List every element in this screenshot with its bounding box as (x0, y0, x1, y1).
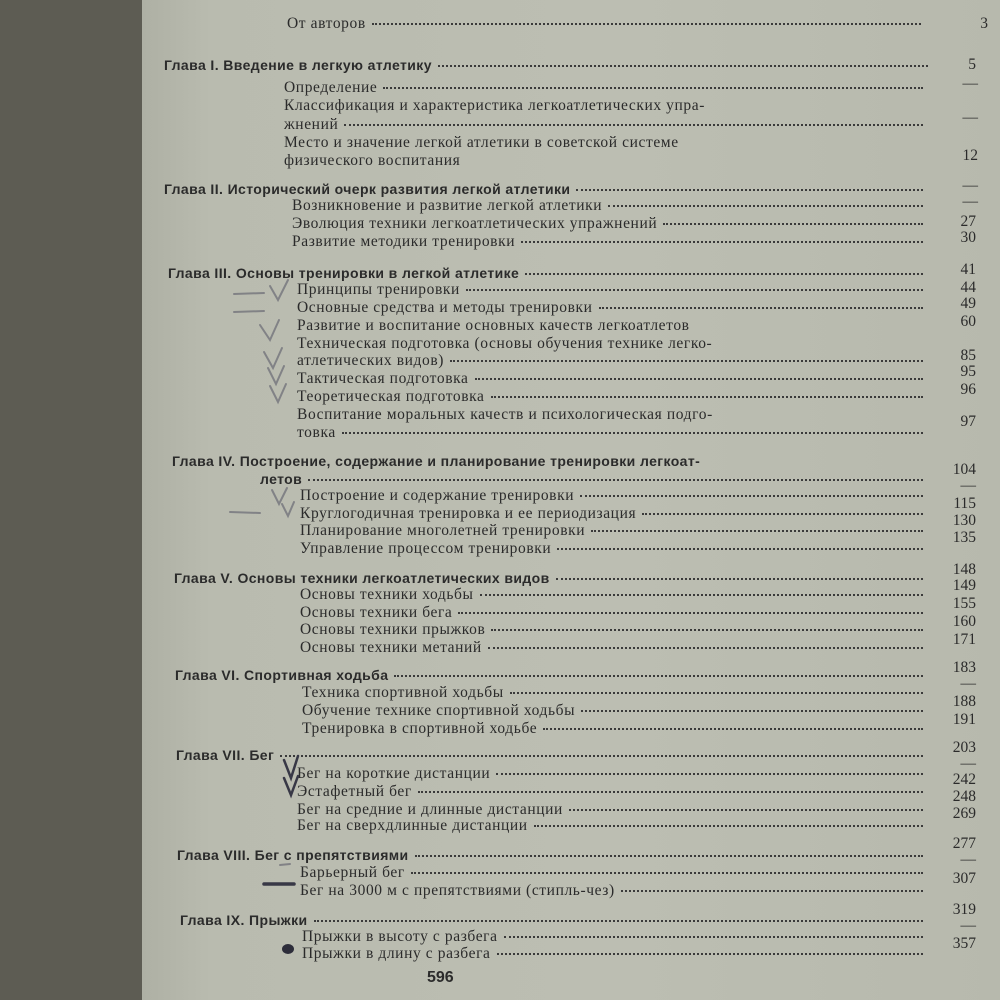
toc-page-number: 149 (952, 577, 976, 594)
toc-entry-label: Классификация и характеристика легкоатлетических упра- (284, 97, 706, 114)
toc-entry-label: Основы техники бега (300, 604, 453, 621)
toc-page-number: 160 (952, 613, 976, 630)
toc-page-number: 130 (952, 512, 976, 529)
toc-page-number: 135 (952, 529, 976, 546)
toc-page-number: 191 (952, 711, 976, 728)
toc-page-number: 357 (952, 935, 976, 952)
toc-page-number: 12 (962, 147, 978, 164)
toc-entry-label: жнений (284, 116, 339, 133)
toc-entry-label: Воспитание моральных качеств и психологическая подго- (297, 406, 713, 423)
checkmark-icon (270, 384, 286, 402)
toc-entry-label: Тренировка в спортивной ходьбе (302, 720, 538, 737)
toc-entry-label: Эволюция техники легкоатлетических упражнений (292, 215, 658, 232)
toc-entry-label: физического воспитания (284, 152, 461, 169)
toc-entry-label: Управление процессом тренировки (300, 540, 552, 557)
toc-entry-label: товка (297, 424, 336, 441)
toc-chapter-title: Глава II. Исторический очерк развития легкой атлетики (164, 181, 571, 197)
toc-page-number: — (960, 917, 976, 934)
toc-page-number: 203 (952, 739, 976, 756)
toc-entry-label: Основы техники прыжков (300, 621, 486, 638)
toc-entry-label: Прыжки в длину с разбега (302, 945, 491, 962)
pencil-dash-mark (230, 512, 260, 513)
toc-page-number: — (960, 675, 976, 692)
toc-entry-label: Принципы тренировки (297, 281, 460, 298)
toc-entry-label: Бег на средние и длинные дистанции (297, 801, 563, 818)
toc-page-number: — (962, 177, 978, 194)
toc-entry-label: Техника спортивной ходьбы (302, 684, 504, 701)
toc-entry-label: Планирование многолетней тренировки (300, 522, 586, 539)
toc-chapter-title: Глава V. Основы техники легкоатлетических видов (174, 570, 550, 586)
toc-page-number: 60 (960, 313, 976, 330)
checkmark-icon (264, 348, 282, 368)
toc-page-number: 242 (952, 771, 976, 788)
toc-page-number: — (960, 477, 976, 494)
toc-page-number: 115 (953, 495, 976, 512)
toc-page-number: — (960, 755, 976, 772)
toc-page-number: 3 (980, 15, 988, 32)
toc-page-number: — (962, 193, 978, 210)
toc-page-number: 41 (960, 261, 976, 278)
toc-entry-label: Теоретическая подготовка (297, 388, 485, 405)
toc-page-number: 319 (952, 901, 976, 918)
checkmark-icon (272, 488, 287, 504)
toc-page-number: 44 (960, 279, 976, 296)
toc-entry-label: Основные средства и методы тренировки (297, 299, 593, 316)
toc-page-number: 183 (952, 659, 976, 676)
toc-chapter-title: Глава VI. Спортивная ходьба (175, 667, 389, 683)
toc-entry-label: Основы техники ходьбы (300, 586, 474, 603)
toc-entry-label: Основы техники метаний (300, 639, 482, 656)
toc-chapter-title: Глава IX. Прыжки (180, 912, 308, 928)
toc-entry-label: Обучение технике спортивной ходьбы (302, 702, 576, 719)
toc-page-number: 269 (952, 805, 976, 822)
book-page (142, 0, 1000, 1000)
toc-page-number: 97 (960, 413, 976, 430)
toc-chapter-title: Глава IV. Построение, содержание и планирование тренировки легкоат- (172, 453, 701, 469)
toc-page-number: 171 (952, 631, 976, 648)
toc-entry-label: Возникновение и развитие легкой атлетики (292, 197, 603, 214)
toc-page-number: 148 (952, 561, 976, 578)
checkmark-icon (270, 280, 288, 300)
toc-entry-label: Развитие и воспитание основных качеств легкоатлетов (297, 317, 690, 334)
toc-page-number: 248 (952, 788, 976, 805)
toc-page-number: — (960, 851, 976, 868)
toc-page-number: 30 (960, 229, 976, 246)
toc-entry-label: Бег на короткие дистанции (297, 765, 491, 782)
checkmark-icon (260, 320, 279, 340)
toc-entry-label: Развитие методики тренировки (292, 233, 516, 250)
pencil-dash-mark (234, 293, 264, 294)
toc-chapter-title: летов (260, 471, 303, 487)
toc-entry-label: Бег на сверхдлинные дистанции (297, 817, 528, 834)
checkmark-icon (284, 756, 298, 778)
page-number-footer: 596 (427, 969, 454, 986)
toc-page-number: 307 (952, 870, 976, 887)
toc-page-number: 155 (952, 595, 976, 612)
toc-entry-label: Круглогодичная тренировка и ее периодизация (300, 505, 637, 522)
toc-page-number: 27 (960, 213, 976, 230)
toc-page-number: 5 (968, 56, 976, 73)
toc-entry-label: Тактическая подготовка (297, 370, 469, 387)
pencil-marks (142, 0, 1000, 1000)
toc-entry-label: Место и значение легкой атлетики в советской системе (284, 134, 679, 151)
toc-entry-label: Эстафетный бег (297, 783, 412, 800)
pencil-dash-mark (234, 311, 264, 312)
toc-entry-label: Построение и содержание тренировки (300, 487, 575, 504)
toc-entry-label: От авторов (287, 15, 366, 32)
toc-page-number: 96 (960, 381, 976, 398)
toc-chapter-title: Глава III. Основы тренировки в легкой атлетике (168, 265, 520, 281)
toc-chapter-title: Глава I. Введение в легкую атлетику (164, 57, 432, 73)
checkmark-icon (268, 366, 284, 384)
toc-entry-label: Барьерный бег (300, 864, 405, 881)
toc-entry-label: Техническая подготовка (основы обучения технике легко- (297, 335, 713, 352)
pen-dot-mark (282, 944, 294, 954)
toc-page-number: 95 (960, 363, 976, 380)
toc-page-number: — (962, 109, 978, 126)
toc-page-number: 104 (952, 461, 976, 478)
toc-entry-label: атлетических видов) (297, 352, 445, 369)
toc-page-number: 188 (952, 693, 976, 710)
toc-entry-label: Бег на 3000 м с препятствиями (стипль-чез) (300, 882, 615, 899)
toc-entry-label: Определение (284, 79, 378, 96)
toc-entry-label: Прыжки в высоту с разбега (302, 928, 498, 945)
toc-page-number: — (962, 75, 978, 92)
toc-page-number: 49 (960, 295, 976, 312)
toc-chapter-title: Глава VIII. Бег с препятствиями (177, 847, 409, 863)
toc-page-number: 85 (960, 347, 976, 364)
checkmark-icon (282, 502, 294, 516)
toc-page-number: 277 (952, 835, 976, 852)
pencil-dash-mark (280, 864, 290, 865)
toc-chapter-title: Глава VII. Бег (176, 747, 275, 763)
